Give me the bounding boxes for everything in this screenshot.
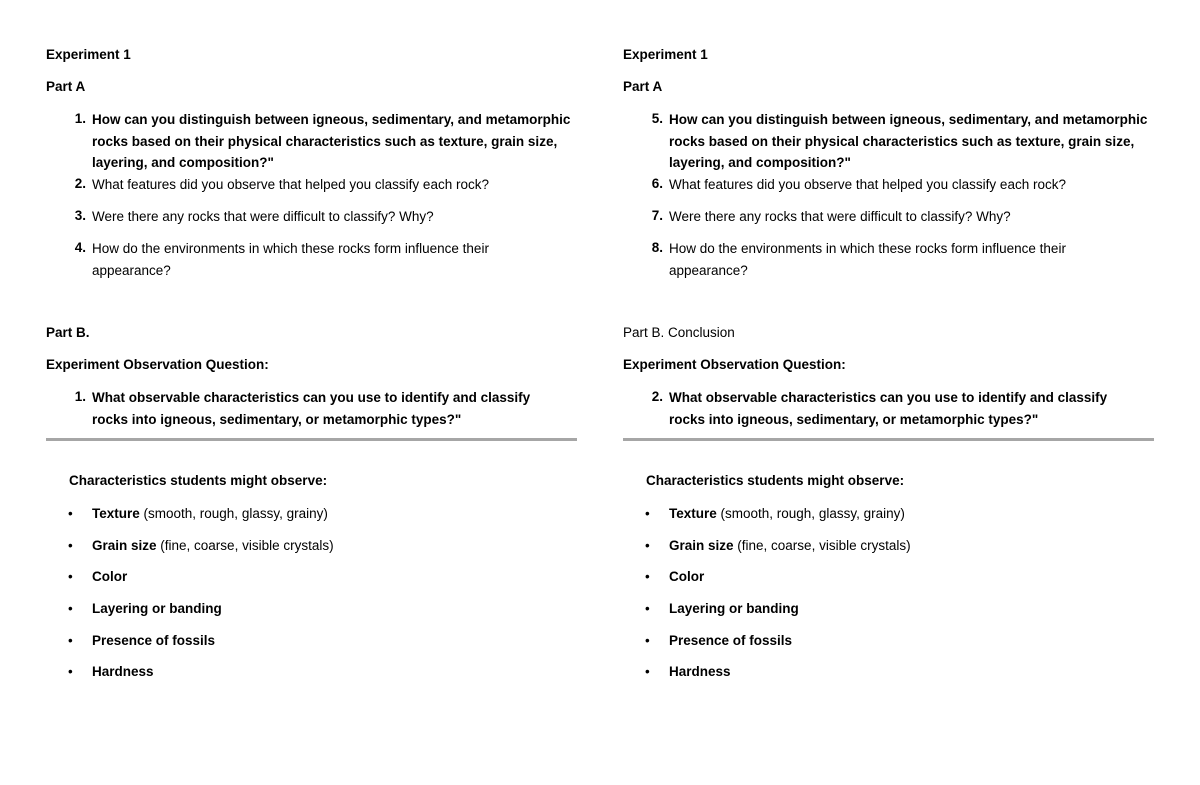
bullet-icon: • [645, 569, 650, 584]
bullet-icon: • [68, 601, 73, 616]
bullet-icon: • [645, 506, 650, 521]
bullet-icon: • [645, 633, 650, 648]
bullet-icon: • [68, 633, 73, 648]
bullet-icon: • [68, 506, 73, 521]
bullet-icon: • [645, 538, 650, 553]
part-a-label: Part A [46, 79, 86, 94]
part-b-label: Part B. Conclusion [623, 325, 735, 340]
characteristics-title: Characteristics students might observe: [69, 473, 328, 488]
experiment-title: Experiment 1 [623, 47, 708, 62]
horizontal-divider [46, 438, 577, 441]
part-a-label: Part A [623, 79, 663, 94]
horizontal-divider [623, 438, 1154, 441]
bullet-icon: • [68, 664, 73, 679]
experiment-title: Experiment 1 [46, 47, 131, 62]
bullet-icon: • [645, 664, 650, 679]
observation-heading: Experiment Observation Question: [623, 357, 846, 372]
observation-heading: Experiment Observation Question: [46, 357, 269, 372]
characteristics-title: Characteristics students might observe: [646, 473, 905, 488]
bullet-icon: • [68, 569, 73, 584]
part-b-label: Part B. [46, 325, 90, 340]
bullet-icon: • [68, 538, 73, 553]
bullet-icon: • [645, 601, 650, 616]
